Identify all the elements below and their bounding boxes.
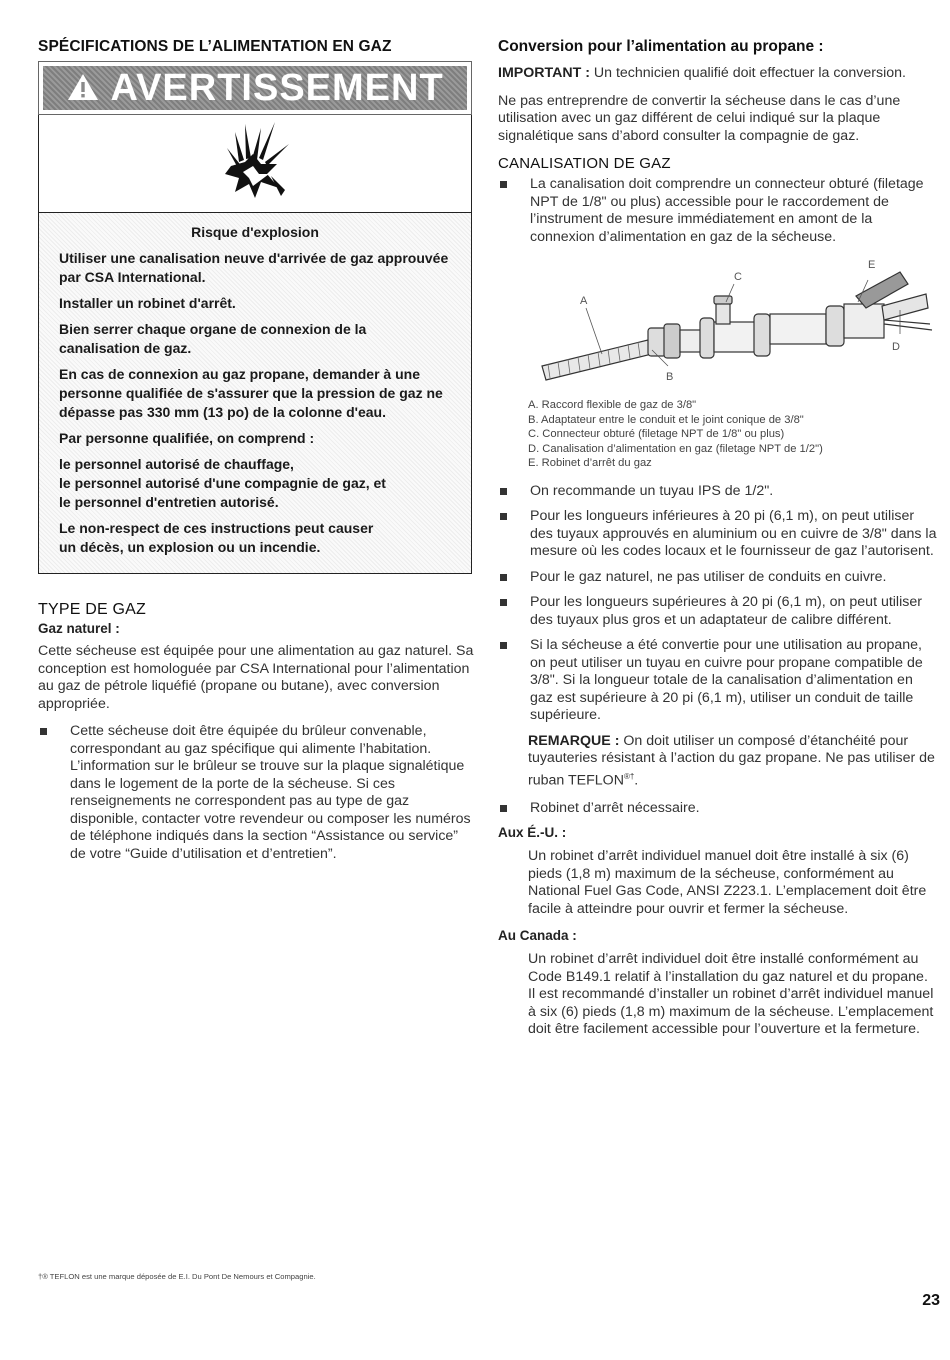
warning-p7a: Le non-respect de ces instructions peut causer [59,520,374,536]
bullet-square-icon [40,728,47,735]
conversion-title: Conversion pour l’alimentation au propane : [498,38,824,55]
gas-line-bullet-6: Si la sécheuse a été convertie pour une utilisation au propane, on peut utiliser un tuyau en cuivre pour propane compatible de 3/8". Si la longueur totale de la canalisation d’alimentation en gaz est supérieure à 20 pi (6,1 m), utiliser un conduit de taille supérieure. [530,637,923,723]
remark-paragraph [528,733,938,790]
gas-line-bullet-3: Pour les longueurs inférieures à 20 pi (6,1 m), on peut utiliser des tuyaux approuvés en aluminium ou en cuivre de 3/8" dans la mesure où les codes locaux et le fournisseur de gaz l’autorisent. [530,508,937,559]
legend-item: E. Robinet d’arrêt du gaz [528,457,652,469]
list-item [38,723,476,863]
warning-p2: Installer un robinet d'arrêt. [59,295,236,311]
explosion-icon-area [39,114,471,213]
gas-line-bullet-5: Pour les longueurs supérieures à 20 pi (6,1 m), on peut utiliser des tuyaux plus gros et un adaptateur de calibre différent. [530,594,922,628]
warning-p3: Bien serrer chaque organe de connexion de la canalisation de gaz. [59,321,367,356]
gas-line-title: CANALISATION DE GAZ [498,155,671,172]
bullet-square-icon [500,574,507,581]
gas-line-bullet-7: Robinet d’arrêt nécessaire. [530,799,700,816]
bullet-square-icon [500,805,507,812]
important-text: Un technicien qualifié doit effectuer la conversion. [589,65,906,81]
conversion-paragraph: Ne pas entreprendre de convertir la sécheuse dans le cas d’une utilisation avec un gaz différent de celui indiqué sur la plaque signalétique sans d’abord consulter la compagnie de gaz. [498,92,901,144]
usa-paragraph: Un robinet d’arrêt individuel manuel doit être installé à six (6) pieds (1,8 m) maximum de la sécheuse, conformément au National Fuel Gas Code, ANSI Z223.1. L’emplacement doit être facile à atteindre pour ouvrir et fermer la sécheuse. [528,848,927,917]
remark-label: REMARQUE : [528,732,620,749]
warning-triangle-icon [66,68,100,112]
pipe-diagram-icon [528,254,938,394]
list-item [498,483,938,501]
remark-end: . [634,772,639,789]
legend-item: B. Adaptateur entre le conduit et le joint conique de 3/8" [528,413,804,426]
warning-p6c: le personnel d'entretien autorisé. [59,494,279,510]
diagram-label-e: E [868,259,876,271]
remark-superscript: ®† [623,771,635,781]
canada-heading: Au Canada : [498,928,577,944]
left-column [38,38,476,871]
remark-text: On doit utiliser un composé d’étanchéité pour tuyauteries résistant à l’action du gaz propane. Ne pas utiliser de ruban TEFLON [528,732,935,789]
usa-heading: Aux É.-U. : [498,825,567,841]
gas-line-bullet-1: La canalisation doit comprendre un connecteur obturé (filetage NPT de 1/8" ou plus) accessible pour le raccordement de l’instrument de mesure immédiatement en amont de la connexion d’alimentation en gaz de la sécheuse. [530,176,924,245]
warning-p1: Utiliser une canalisation neuve d'arrivée de gaz approuvée par CSA International. [59,250,449,285]
list-item [498,176,938,246]
natural-gas-paragraph: Cette sécheuse est équipée pour une alimentation au gaz naturel. Sa conception est homologuée par CSA International pour l’alimentation au gaz de pétrole liquéfié (propane ou butane), avec conversion appropriée. [38,643,474,712]
warning-risk: Risque d'explosion [191,224,319,240]
gas-line-bullet-4: Pour le gaz naturel, ne pas utiliser de conduits en cuivre. [530,568,887,585]
diagram-legend [528,398,938,471]
warning-p5: Par personne qualifiée, on comprend : [59,430,315,446]
bullet-square-icon [500,599,507,606]
canada-paragraph: Un robinet d’arrêt individuel doit être installé conformément au Code B149.1 relatif à l’installation du gaz naturel et du propane. Il est recommandé d’installer un robinet d’arrêt individuel manuel à six (6) pieds (1,8 m) maximum de la sécheuse. L’emplacement doit être facilement accessible pour l’ouverture et la fermeture. [528,951,934,1038]
warning-p6a: le personnel autorisé de chauffage, [59,456,294,472]
section-title: SPÉCIFICATIONS DE L’ALIMENTATION EN GAZ [38,38,392,55]
right-column [498,38,938,1049]
diagram-label-c: C [734,271,742,283]
important-label: IMPORTANT : [498,65,590,81]
diagram-label-d: D [892,341,900,353]
list-item [498,800,938,818]
warning-p6 [59,455,451,512]
legend-item: D. Canalisation d’alimentation en gaz (filetage NPT de 1/2") [528,442,823,455]
bullet-square-icon [500,513,507,520]
page-number: 23 [922,1292,940,1309]
list-item [498,508,938,561]
gas-line-bullet-2: On recommande un tuyau IPS de 1/2". [530,482,774,499]
legend-item: C. Connecteur obturé (filetage NPT de 1/8" ou plus) [528,428,785,440]
gas-type-title: TYPE DE GAZ [38,601,146,618]
diagram-label-a: A [580,295,588,307]
bullet-square-icon [500,642,507,649]
warning-p7 [59,519,451,557]
important-paragraph [498,65,938,83]
warning-box [38,61,472,574]
bullet-square-icon [500,488,507,495]
warning-header [39,62,471,114]
natural-gas-bullet: Cette sécheuse doit être équipée du brûleur convenable, correspondant au gaz spécifique qui alimente l’habitation. L’information sur le brûleur se trouve sur la plaque signalétique dans le logement de la porte de la sécheuse. Si ces renseignements ne correspondent pas au type de gaz disponible, contacter votre revendeur ou composer les numéros de téléphone indiqués dans la section “Assistance ou service” de votre “Guide d’utilisation et d’entretien”. [70,723,471,862]
diagram-label-b: B [666,371,674,383]
warning-p4: En cas de connexion au gaz propane, demander à une personne qualifiée de s'assurer que la pression de gaz ne dépasse pas 330 mm (13 po) de la colonne d'eau. [59,366,443,420]
list-item [498,594,938,629]
natural-gas-heading: Gaz naturel : [38,621,120,636]
legend-item: A. Raccord flexible de gaz de 3/8" [528,399,697,411]
list-item [498,569,938,587]
warning-header-text: AVERTISSEMENT [110,67,444,109]
bullet-square-icon [500,181,507,188]
warning-p7b: un décès, un explosion ou un incendie. [59,539,321,555]
footnote: †® TEFLON est une marque déposée de E.I. Du Pont De Nemours et Compagnie. [38,1272,316,1281]
warning-p6b: le personnel autorisé d'une compagnie de gaz, et [59,475,386,491]
gas-connection-diagram [528,254,938,394]
explosion-icon [39,114,471,212]
warning-body [39,213,471,573]
list-item [498,637,938,725]
